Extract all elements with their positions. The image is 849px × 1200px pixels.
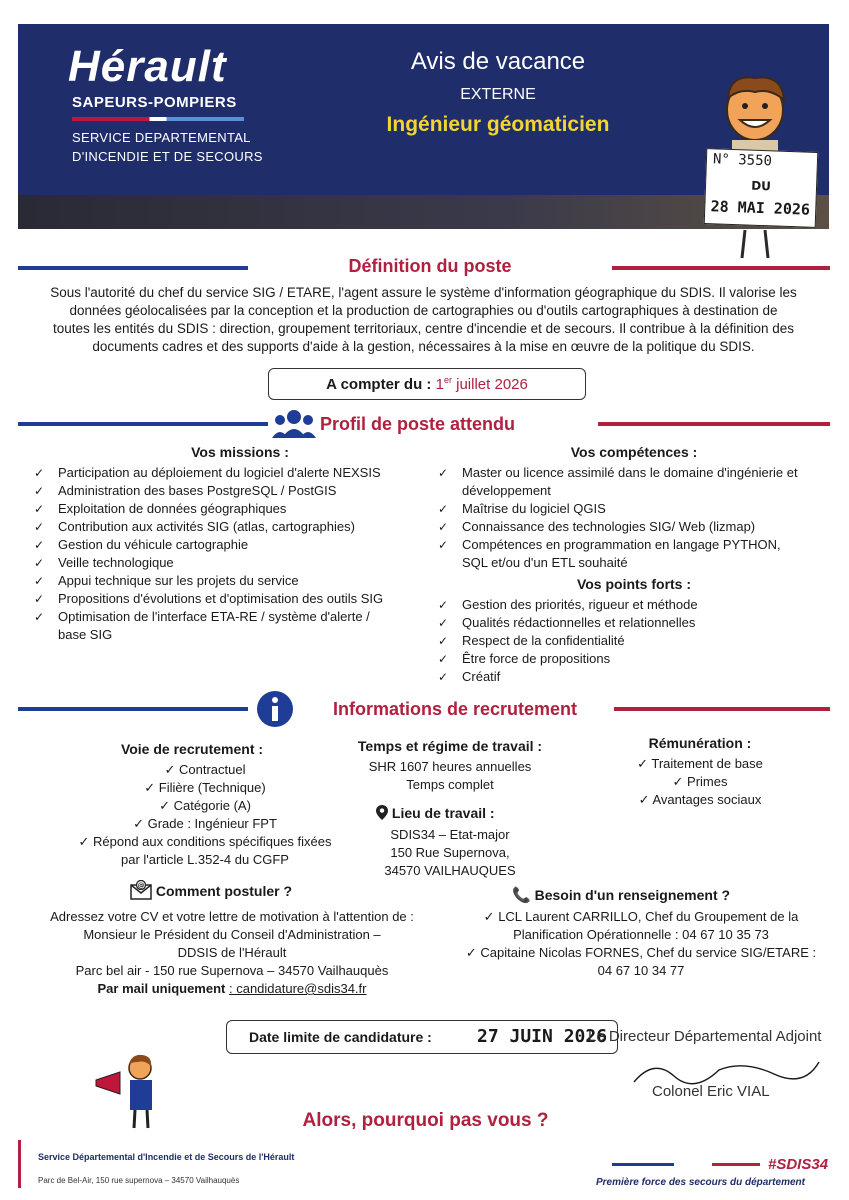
start-label: A compter du : xyxy=(326,376,432,393)
number-sign xyxy=(704,148,819,228)
definition-line: données géolocalisées par la conception et la production de cartographies ou d'outils cartographiques à destination de xyxy=(69,303,778,318)
list-item-continuation: développement xyxy=(462,483,551,498)
mail-link[interactable]: : candidature@sdis34.fr xyxy=(229,981,367,996)
list-item: ✓ Exploitation de données géographiques xyxy=(34,501,287,516)
team-icon xyxy=(270,406,318,440)
list-item: ✓ Gestion des priorités, rigueur et méthode xyxy=(438,597,698,612)
mail-line xyxy=(20,980,444,998)
deadline-label: Date limite de candidature : xyxy=(249,1029,432,1045)
list-item: ✓ Créatif xyxy=(438,669,501,684)
lieu-heading xyxy=(376,805,566,821)
lieu-line: SDIS34 – Etat-major xyxy=(390,827,510,842)
start-date-box xyxy=(268,368,586,400)
lieu-list xyxy=(365,826,535,880)
check-icon: ✓ xyxy=(438,670,449,684)
check-icon: ✓ xyxy=(438,634,449,648)
sign-du: DU xyxy=(750,178,772,194)
check-icon: ✓ xyxy=(638,792,653,807)
logo-wordmark: Hérault xyxy=(68,42,227,91)
forts-list xyxy=(438,596,838,686)
list-item-continuation: 04 67 10 34 77 xyxy=(597,963,685,978)
list-item: ✓ Capitaine Nicolas FORNES, Chef du service SIG/ETARE : xyxy=(465,945,817,960)
start-date: juillet 2026 xyxy=(456,376,528,393)
list-item-continuation: Planification Opérationnelle : 04 67 10 35 73 xyxy=(513,927,769,942)
lieu-title: Lieu de travail : xyxy=(391,805,495,821)
list-item-continuation: SQL et/ou d'un ETL souhaité xyxy=(462,555,628,570)
logo-subtitle: SAPEURS-POMPIERS xyxy=(72,94,237,111)
start-sup: er xyxy=(443,375,452,385)
section-title-definition: Définition du poste xyxy=(348,256,512,276)
definition-line: documents cadres et des supports d'aide à la gestion, nécessaires à la mise en œuvre de la politique du SDIS. xyxy=(92,339,755,354)
signature-role: Le Directeur Départemental Adjoint xyxy=(588,1028,822,1045)
divider-left xyxy=(18,707,248,711)
list-item: ✓ Avantages sociaux xyxy=(638,792,762,807)
competences-list xyxy=(438,464,838,572)
sign-number: N° 3550 xyxy=(712,151,773,170)
check-icon: ✓ xyxy=(438,652,449,666)
check-icon: ✓ xyxy=(438,616,449,630)
check-icon: ✓ xyxy=(34,466,45,480)
missions-list xyxy=(34,464,434,644)
sign-date: 28 MAI 2026 xyxy=(710,197,811,219)
list-item: ✓ Optimisation de l'interface ETA-RE / système d'alerte / xyxy=(34,609,370,624)
divider-left xyxy=(18,266,248,270)
check-icon: ✓ xyxy=(34,556,45,570)
footer-org: Service Départemental d'Incendie et de Secours de l'Hérault xyxy=(38,1152,295,1162)
lieu-line: 34570 VAILHAUQUES xyxy=(384,863,516,878)
logo-line-2: D'INCENDIE ET DE SECOURS xyxy=(72,149,263,164)
header-subtitle: EXTERNE xyxy=(460,86,536,103)
check-icon: ✓ xyxy=(34,592,45,606)
postuler-text xyxy=(20,908,444,998)
definition-text xyxy=(18,284,829,356)
remu-heading: Rémunération : xyxy=(648,735,752,751)
info-icon xyxy=(256,690,294,728)
start-day: 1 xyxy=(435,376,444,393)
footer-accent-bar xyxy=(18,1140,21,1188)
check-icon: ✓ xyxy=(483,909,499,924)
check-icon: ✓ xyxy=(438,598,449,612)
list-item: ✓ Appui technique sur les projets du service xyxy=(34,573,299,588)
check-icon: ✓ xyxy=(438,502,449,516)
check-icon: ✓ xyxy=(34,538,45,552)
competences-heading: Vos compétences : xyxy=(570,444,698,460)
temps-list xyxy=(330,758,570,794)
list-item: ✓ Traitement de base xyxy=(637,756,763,771)
temps-heading: Temps et régime de travail : xyxy=(357,738,543,754)
mail-at-icon xyxy=(130,880,152,900)
list-item-continuation: base SIG xyxy=(58,627,113,642)
forts-heading: Vos points forts : xyxy=(576,576,692,592)
voie-list xyxy=(60,761,350,869)
besoin-title: Besoin d'un renseignement ? xyxy=(534,887,731,903)
list-item: ✓ Qualités rédactionnelles et relationnelles xyxy=(438,615,696,630)
check-icon: ✓ xyxy=(159,798,174,813)
postuler-line: Parc bel air - 150 rue Supernova – 34570 Vailhauquès xyxy=(75,963,389,978)
postuler-line: DDSIS de l'Hérault xyxy=(177,945,287,960)
list-item: ✓ Catégorie (A) xyxy=(159,798,251,813)
list-item-continuation: par l'article L.352-4 du CGFP xyxy=(121,852,289,867)
list-item: ✓ Respect de la confidentialité xyxy=(438,633,625,648)
check-icon: ✓ xyxy=(78,834,94,849)
missions-heading: Vos missions : xyxy=(191,444,289,460)
divider-left xyxy=(18,422,268,426)
footer-rule-red xyxy=(712,1163,760,1166)
list-item: ✓ Primes xyxy=(672,774,728,789)
footer-address: Parc de Bel-Air, 150 rue supernova – 34570 Vailhauquès xyxy=(38,1176,240,1185)
slogan: Alors, pourquoi pas vous ? xyxy=(302,1110,549,1131)
list-item: ✓ Répond aux conditions spécifiques fixées xyxy=(78,834,332,849)
voie-heading: Voie de recrutement : xyxy=(120,741,264,757)
postuler-line: Adressez votre CV et votre lettre de motivation à l'attention de : xyxy=(50,909,414,924)
check-icon: ✓ xyxy=(465,945,481,960)
list-item: ✓ Filière (Technique) xyxy=(144,780,266,795)
deadline-box xyxy=(226,1020,618,1054)
check-icon: ✓ xyxy=(34,520,45,534)
divider-right xyxy=(598,422,830,426)
list-item: ✓ Maîtrise du logiciel QGIS xyxy=(438,501,606,516)
check-icon: ✓ xyxy=(438,520,449,534)
location-pin-icon xyxy=(376,805,388,820)
check-icon: ✓ xyxy=(438,538,449,552)
check-icon: ✓ xyxy=(672,774,688,789)
logo-stripe xyxy=(72,117,244,121)
footer-tagline: Première force des secours du département xyxy=(596,1177,805,1188)
signature-name: Colonel Eric VIAL xyxy=(652,1083,770,1100)
check-icon: ✓ xyxy=(34,502,45,516)
phone-icon: 📞 xyxy=(512,887,531,904)
job-title: Ingénieur géomaticien xyxy=(386,113,610,136)
postuler-heading xyxy=(130,880,390,900)
postuler-line: Monsieur le Président du Conseil d'Administration – xyxy=(83,927,381,942)
list-item: ✓ Compétences en programmation en langage PYTHON, xyxy=(438,537,781,552)
check-icon: ✓ xyxy=(144,780,159,795)
check-icon: ✓ xyxy=(34,484,45,498)
list-item: ✓ LCL Laurent CARRILLO, Chef du Groupement de la xyxy=(483,909,799,924)
temps-line: Temps complet xyxy=(406,777,494,792)
list-item: ✓ Contribution aux activités SIG (atlas, cartographies) xyxy=(34,519,355,534)
footer-rule-blue xyxy=(612,1163,674,1166)
temps-line: SHR 1607 heures annuelles xyxy=(368,759,532,774)
divider-right xyxy=(614,707,830,711)
list-item: ✓ Gestion du véhicule cartographie xyxy=(34,537,249,552)
section-title-profil: Profil de poste attendu xyxy=(320,414,516,434)
header-title: Avis de vacance xyxy=(410,48,586,75)
list-item: ✓ Propositions d'évolutions et d'optimisation des outils SIG xyxy=(34,591,384,606)
besoin-text xyxy=(446,908,836,980)
definition-line: toutes les entités du SDIS : direction, groupement territoriaux, centre d'incendie et de secours. Il contribue à la définition des xyxy=(53,321,794,336)
check-icon: ✓ xyxy=(637,756,652,771)
check-icon: ✓ xyxy=(438,466,449,480)
list-item: ✓ Veille technologique xyxy=(34,555,174,570)
mail-label: Par mail uniquement xyxy=(97,981,226,996)
list-item: ✓ Contractuel xyxy=(164,762,246,777)
check-icon: ✓ xyxy=(164,762,180,777)
check-icon: ✓ xyxy=(34,574,45,588)
deadline-date: 27 JUIN 2026 xyxy=(477,1026,608,1047)
check-icon: ✓ xyxy=(34,610,45,624)
list-item: ✓ Connaissance des technologies SIG/ Web (lizmap) xyxy=(438,519,756,534)
remu-list xyxy=(600,755,800,809)
list-item: ✓ Administration des bases PostgreSQL / PostGIS xyxy=(34,483,337,498)
definition-line: Sous l'autorité du chef du service SIG / ETARE, l'agent assure le système d'information géographique du SDIS. Il valorise les xyxy=(50,285,797,300)
section-title-recrutement: Informations de recrutement xyxy=(332,699,578,719)
svg-text:@: @ xyxy=(137,881,145,890)
list-item: ✓ Grade : Ingénieur FPT xyxy=(133,816,277,831)
check-icon: ✓ xyxy=(133,816,148,831)
lieu-line: 150 Rue Supernova, xyxy=(390,845,510,860)
list-item: ✓ Master ou licence assimilé dans le domaine d'ingénierie et xyxy=(438,465,798,480)
footer-hashtag: #SDIS34 xyxy=(768,1156,829,1173)
postuler-title: Comment postuler ? xyxy=(155,883,293,899)
divider-right xyxy=(612,266,830,270)
list-item: ✓ Être force de propositions xyxy=(438,651,611,666)
besoin-heading xyxy=(512,886,772,904)
logo-line-1: SERVICE DEPARTEMENTAL xyxy=(72,130,251,145)
list-item: ✓ Participation au déploiement du logiciel d'alerte NEXSIS xyxy=(34,465,381,480)
